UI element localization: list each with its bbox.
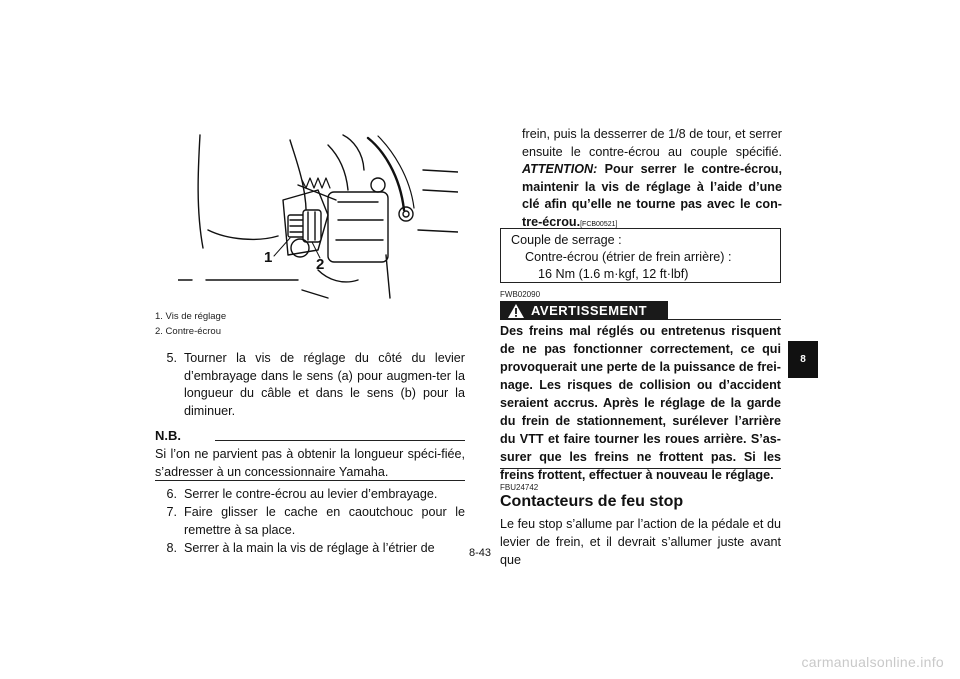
- step-number: 7.: [166, 505, 177, 519]
- section-title: Contacteurs de feu stop: [500, 493, 684, 510]
- figure-label-2: 2: [316, 256, 325, 273]
- brake-adjuster-illustration: [178, 130, 458, 300]
- watermark: carmanualsonline.info: [801, 654, 944, 670]
- step-number: 6.: [166, 487, 177, 501]
- nb-divider-bottom: [155, 480, 465, 481]
- step-7: [155, 504, 465, 540]
- warning-divider-bottom: [500, 468, 781, 469]
- warning-text: Des freins mal réglés ou entretenus risquent de ne pas fonctionner correctement, ce qui provoquerait une perte de la puissance de frei-nage. Les risques de collision ou d’accident seraient accrus. Après le réglage de la garde du frein de stationnement, surélever l’arrière du VTT et faire tourner les roues arrière. S’as-surer que les freins ne frottent pas. Si les freins frottent, effectuer à nouveau le réglage.: [500, 324, 781, 482]
- attention-label: ATTENTION:: [522, 162, 598, 177]
- step-text: Serrer le contre-écrou au levier d’embrayage.: [184, 487, 438, 501]
- step-6: [155, 486, 465, 504]
- nb-title: N.B.: [155, 428, 181, 443]
- step-number: 5.: [166, 351, 177, 365]
- step-8: [155, 540, 465, 558]
- torque-value: 16 Nm (1.6 m·kgf, 12 ft·lbf): [538, 267, 689, 281]
- step-text: Faire glisser le cache en caoutchouc pour le remettre à sa place.: [184, 505, 465, 537]
- figure-captions: [155, 309, 226, 339]
- section-code: FBU24742: [500, 483, 539, 492]
- section-text: Le feu stop s’allume par l’action de la pédale et du levier de frein, et il devrait s’allumer juste avant que: [500, 517, 781, 567]
- figure-label-1: 1: [264, 249, 273, 266]
- torque-item: Contre-écrou (étrier de frein arrière) :: [525, 250, 732, 264]
- caption-2: 2. Contre-écrou: [155, 326, 222, 337]
- step-5: [155, 350, 465, 422]
- caption-1: 1. Vis de réglage: [155, 311, 227, 322]
- torque-title: Couple de serrage :: [511, 233, 622, 247]
- nb-text: Si l’on ne parvient pas à obtenir la longueur spéci-fiée, s’adresser à un concessionnaire Yamaha.: [155, 447, 465, 479]
- step-text: Tourner la vis de réglage du côté du levier d’embrayage dans le sens (a) pour augmen-ter la longueur du câble et dans le sens (b) pour la diminuer.: [184, 351, 465, 418]
- warning-label: AVERTISSEMENT: [531, 303, 648, 318]
- page-number: 8-43: [468, 547, 492, 559]
- step-8-continued: [522, 126, 782, 234]
- continued-text: frein, puis la desserrer de 1/8 de tour, et serrer ensuite le contre-écrou au couple spécifié.: [522, 127, 782, 159]
- torque-spec-box: [500, 228, 781, 283]
- attention-block: [522, 162, 782, 229]
- step-text: Serrer à la main la vis de réglage à l’étrier de: [184, 541, 435, 555]
- attention-code: [FCB00521]: [580, 220, 618, 228]
- nb-divider: [215, 440, 465, 441]
- warning-triangle-icon: [507, 303, 525, 319]
- step-number: 8.: [166, 541, 177, 555]
- chapter-tab: 8: [788, 341, 818, 378]
- warning-code: FWB02090: [500, 290, 541, 299]
- warning-divider: [668, 319, 781, 320]
- warning-badge: [500, 301, 668, 320]
- attention-text: Pour serrer le contre-écrou, maintenir la vis de réglage à l’aide d’une clé afin qu’elle ne tourne pas avec le con-tre-écrou.: [522, 162, 782, 229]
